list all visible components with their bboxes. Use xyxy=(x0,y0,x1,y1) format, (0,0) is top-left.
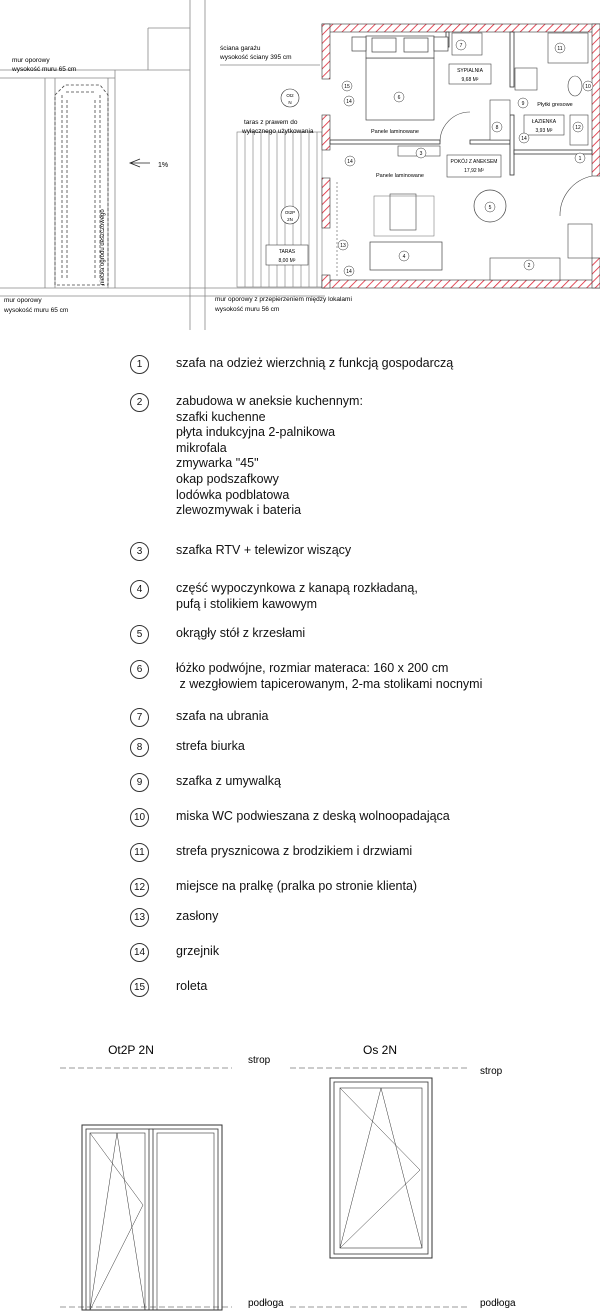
legend-number-badge: 10 xyxy=(130,808,149,827)
bedroom-floor: Panele laminowane xyxy=(370,129,420,135)
rain-garden-label: niecka ogrodu deszczowego xyxy=(100,209,106,285)
legend-line: miska WC podwieszana z deską wolnoopadająca xyxy=(176,809,450,823)
legend-number-badge: 15 xyxy=(130,978,149,997)
legend-description xyxy=(176,739,245,755)
legend-line: lodówka podblatowa xyxy=(176,487,290,502)
plan-marker-number: 14 xyxy=(347,159,353,165)
legend-line: zmywarka "45" xyxy=(176,456,259,471)
legend-number-badge: 8 xyxy=(130,738,149,757)
retaining-wall-left-bottom-line-1: mur oporowy xyxy=(4,297,42,304)
window-tag-ot2p-line-1: Ot2P xyxy=(284,210,296,215)
plan-marker-number: 14 xyxy=(346,269,352,275)
legend-description xyxy=(176,879,417,895)
legend-line: roleta xyxy=(176,979,208,993)
legend-description xyxy=(176,709,268,725)
legend-line: szafka RTV + telewizor wiszący xyxy=(176,543,352,557)
bathroom-name: ŁAZIENKA xyxy=(531,119,557,125)
legend-number-badge: 2 xyxy=(130,393,149,412)
legend-line: szafka z umywalką xyxy=(176,774,281,788)
coffee-table xyxy=(390,194,416,230)
plan-marker-number: 8 xyxy=(495,125,499,131)
entry-door xyxy=(560,176,592,216)
retaining-wall-left-bottom-line-2: wysokość muru 65 cm xyxy=(4,307,69,314)
legend-description xyxy=(176,661,482,692)
legend-line: z wezgłowiem tapicerowanym, 2-ma stolikami nocnymi xyxy=(176,676,483,691)
legend-description xyxy=(176,909,218,925)
plan-marker-number: 9 xyxy=(521,101,525,107)
legend-line: strefa biurka xyxy=(176,739,245,753)
garage-wall-line-1: ściana garażu xyxy=(220,45,261,52)
legend-description xyxy=(176,356,453,372)
legend-description xyxy=(176,394,363,519)
window-tag-ot2p-line-2: 2N xyxy=(287,217,293,222)
legend-line: pufą i stolikiem kawowym xyxy=(176,596,318,611)
slope-label: 1% xyxy=(158,162,169,169)
legend-description xyxy=(176,979,207,995)
legend-line: szafa na odzież wierzchnią z funkcją gospodarczą xyxy=(176,356,454,370)
bathroom-area: 3,93 M² xyxy=(535,128,553,134)
legend-line: zasłony xyxy=(176,909,219,923)
legend-number-badge: 11 xyxy=(130,843,149,862)
legend-line: miejsce na pralkę (pralka po stronie klienta) xyxy=(176,879,418,893)
legend-number-badge: 3 xyxy=(130,542,149,561)
legend-description xyxy=(176,774,281,790)
legend-number-badge: 4 xyxy=(130,580,149,599)
terrace-note-line-2: wyłącznego użytkowania xyxy=(242,128,314,135)
legend-line: łóżko podwójne, rozmiar materaca: 160 x 200 cm xyxy=(176,661,449,675)
window-right-title: Os 2N xyxy=(362,1043,398,1057)
ceiling-label-right: strop xyxy=(480,1066,503,1077)
living-floor: Panele laminowane xyxy=(375,173,425,179)
entry-wardrobe xyxy=(568,224,592,258)
plan-marker-number: 7 xyxy=(459,43,463,49)
plan-marker-number: 14 xyxy=(346,99,352,105)
plan-marker-number: 5 xyxy=(488,205,492,211)
plan-marker-number: 15 xyxy=(344,84,350,90)
bottom-wall-line-1: mur oporowy z przepierzeniem między lokalami xyxy=(215,296,352,303)
legend-description xyxy=(176,581,418,612)
wc xyxy=(568,76,582,96)
kitchenette xyxy=(490,258,560,280)
legend-number-badge: 7 xyxy=(130,708,149,727)
ceiling-label-left: strop xyxy=(248,1055,271,1066)
legend-line: szafa na ubrania xyxy=(176,709,269,723)
legend-number-badge: 5 xyxy=(130,625,149,644)
legend-description xyxy=(176,543,351,559)
desk xyxy=(490,100,510,140)
vanity xyxy=(515,68,537,90)
legend-line: grzejnik xyxy=(176,944,220,958)
legend-line: zlewozmywak i bateria xyxy=(176,503,302,518)
bedroom-area: 9,68 M² xyxy=(461,77,479,83)
window-types xyxy=(0,1030,600,1315)
legend-line: okrągły stół z krzesłami xyxy=(176,626,306,640)
legend-line: okap podszafkowy xyxy=(176,471,279,486)
terrace-name: TARAS xyxy=(278,249,296,255)
legend-line: mikrofala xyxy=(176,440,227,455)
living-area: 17,92 M² xyxy=(464,168,484,174)
bedroom-name: SYPIALNIA xyxy=(457,68,483,74)
window-right-drawing xyxy=(330,1078,432,1258)
legend-description xyxy=(176,809,450,825)
living-name: POKÓJ Z ANEKSEM xyxy=(450,159,498,165)
retaining-wall-left-top-line-2: wysokość muru 65 cm xyxy=(12,66,77,73)
double-bed xyxy=(352,36,448,120)
terrace-area: 8,00 M² xyxy=(278,258,296,264)
window-left-drawing xyxy=(82,1125,222,1310)
legend-description xyxy=(176,844,412,860)
legend-number-badge: 13 xyxy=(130,908,149,927)
floor-plan xyxy=(0,0,600,330)
legend-number-badge: 14 xyxy=(130,943,149,962)
plan-marker-number: 11 xyxy=(557,46,563,52)
window-left-title: Ot2P 2N xyxy=(108,1043,154,1057)
slope-arrow xyxy=(130,159,150,167)
bedroom-door xyxy=(440,112,470,142)
legend-number-badge: 9 xyxy=(130,773,149,792)
legend-description xyxy=(176,626,305,642)
plan-marker-number: 6 xyxy=(397,95,401,101)
floor-label-right: podłoga xyxy=(480,1298,516,1309)
plan-marker-number: 12 xyxy=(575,125,581,131)
garage-wall-line-2: wysokość ściany 395 cm xyxy=(220,54,292,61)
shower xyxy=(548,33,588,63)
legend-line: szafki kuchenne xyxy=(176,409,266,424)
bathroom-tiles: Płytki gresowe xyxy=(537,102,573,108)
plan-marker-number: 3 xyxy=(419,151,423,157)
plan-marker-number: 1 xyxy=(578,156,582,162)
plan-marker-number: 14 xyxy=(521,136,527,142)
legend-number-badge: 6 xyxy=(130,660,149,679)
window-tag-ot2-line-1: Ot2 xyxy=(286,93,294,98)
plan-marker-number: 13 xyxy=(340,243,346,249)
terrace-note-line-1: taras z prawem do xyxy=(244,119,298,126)
plan-marker-number: 2 xyxy=(527,263,531,269)
legend-line: strefa prysznicowa z brodzikiem i drzwiami xyxy=(176,844,413,858)
retaining-wall-left-top-line-1: mur oporowy xyxy=(12,57,50,64)
legend-line: zabudowa w aneksie kuchennym: xyxy=(176,394,363,408)
legend-line: część wypoczynkowa z kanapą rozkładaną, xyxy=(176,581,418,595)
legend-number-badge: 1 xyxy=(130,355,149,374)
legend-description xyxy=(176,944,219,960)
bottom-wall-line-2: wysokość muru 56 cm xyxy=(215,306,280,313)
plan-marker-number: 4 xyxy=(402,254,406,260)
legend-line: płyta indukcyjna 2-palnikowa xyxy=(176,425,336,440)
plan-marker-number: 10 xyxy=(585,84,591,90)
legend-number-badge: 12 xyxy=(130,878,149,897)
floor-label-left: podłoga xyxy=(248,1298,284,1309)
window-tag-ot2-line-2: N xyxy=(288,100,292,105)
